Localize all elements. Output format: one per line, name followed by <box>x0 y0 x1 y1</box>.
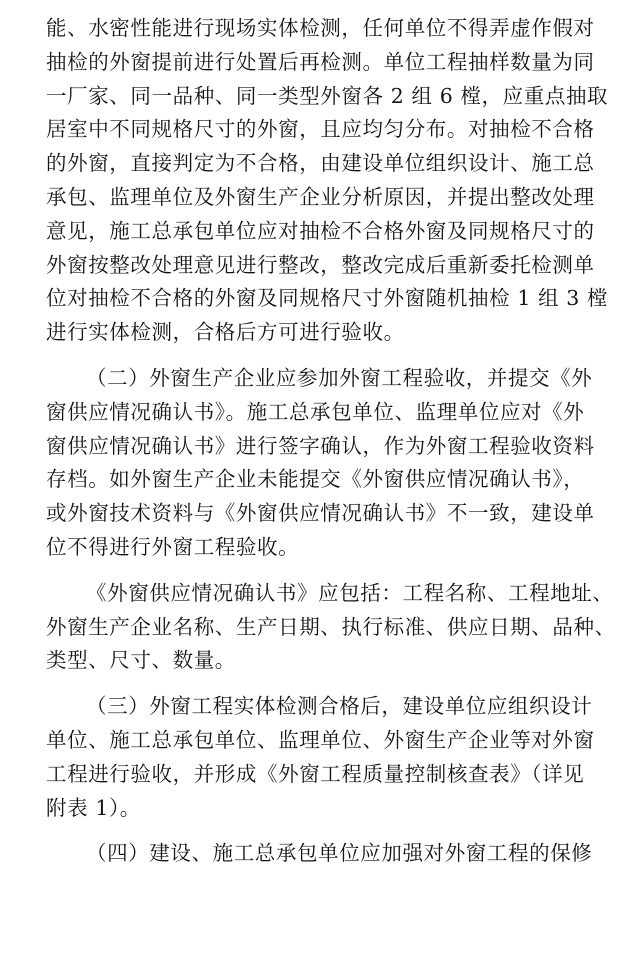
text-line: 窗供应情况确认书》进行签字确认，作为外窗工程验收资料 <box>46 433 595 458</box>
text-line: 位不得进行外窗工程验收。 <box>46 534 300 559</box>
text-line: 能、水密性能进行现场实体检测，任何单位不得弄虚作假对 <box>46 16 595 40</box>
paragraph-confirmation-contents <box>46 577 620 678</box>
text-line: 的外窗，直接判定为不合格，由建设单位组织设计、施工总 <box>46 151 595 176</box>
text-line: 窗供应情况确认书》。施工总承包单位、监理单位应对《外 <box>46 399 585 424</box>
text-line: 外窗按整改处理意见进行整改，整改完成后重新委托检测单 <box>46 252 595 277</box>
paragraph-gap <box>46 350 620 362</box>
text-line: 意见，施工总承包单位应对抽检不合格外窗及同规格尺寸的 <box>46 218 595 243</box>
text-line: （三）外窗工程实体检测合格后，建设单位应组织设计 <box>86 694 593 719</box>
paragraph-gap <box>46 565 620 577</box>
paragraph-item-four <box>46 837 620 871</box>
text-line: 类型、尺寸、数量。 <box>46 648 236 673</box>
text-line: 单位、施工总承包单位、监理单位、外窗生产企业等对外窗 <box>46 727 595 752</box>
text-line: （二）外窗生产企业应参加外窗工程验收，并提交《外 <box>86 365 593 390</box>
paragraph-item-two <box>46 362 620 565</box>
paragraph-item-three <box>46 690 620 825</box>
text-line: 位对抽检不合格的外窗及同规格尺寸外窗随机抽检 1 组 3 樘 <box>46 286 609 311</box>
paragraph-window-testing <box>46 12 620 350</box>
text-line: 进行实体检测，合格后方可进行验收。 <box>46 320 405 345</box>
text-line: 承包、监理单位及外窗生产企业分析原因，并提出整改处理 <box>46 184 595 209</box>
text-line: 抽检的外窗提前进行处置后再检测。单位工程抽样数量为同 <box>46 49 595 74</box>
paragraph-gap <box>46 825 620 837</box>
text-line: 《外窗供应情况确认书》应包括：工程名称、工程地址、 <box>86 580 614 605</box>
text-line: 附表 1）。 <box>46 795 141 820</box>
text-line: 一厂家、同一品种、同一类型外窗各 2 组 6 樘，应重点抽取 <box>46 83 609 108</box>
text-line: 居室中不同规格尺寸的外窗，且应均匀分布。对抽检不合格 <box>46 117 595 142</box>
text-line: 工程进行验收，并形成《外窗工程质量控制核查表》（详见 <box>46 761 585 786</box>
text-line: 外窗生产企业名称、生产日期、执行标准、供应日期、品种、 <box>46 614 616 639</box>
text-line: 存档。如外窗生产企业未能提交《外窗供应情况确认书》， <box>46 467 585 492</box>
paragraph-gap <box>46 678 620 690</box>
text-line: 或外窗技术资料与《外窗供应情况确认书》不一致，建设单 <box>46 501 595 526</box>
text-line: （四）建设、施工总承包单位应加强对外窗工程的保修 <box>86 841 593 866</box>
